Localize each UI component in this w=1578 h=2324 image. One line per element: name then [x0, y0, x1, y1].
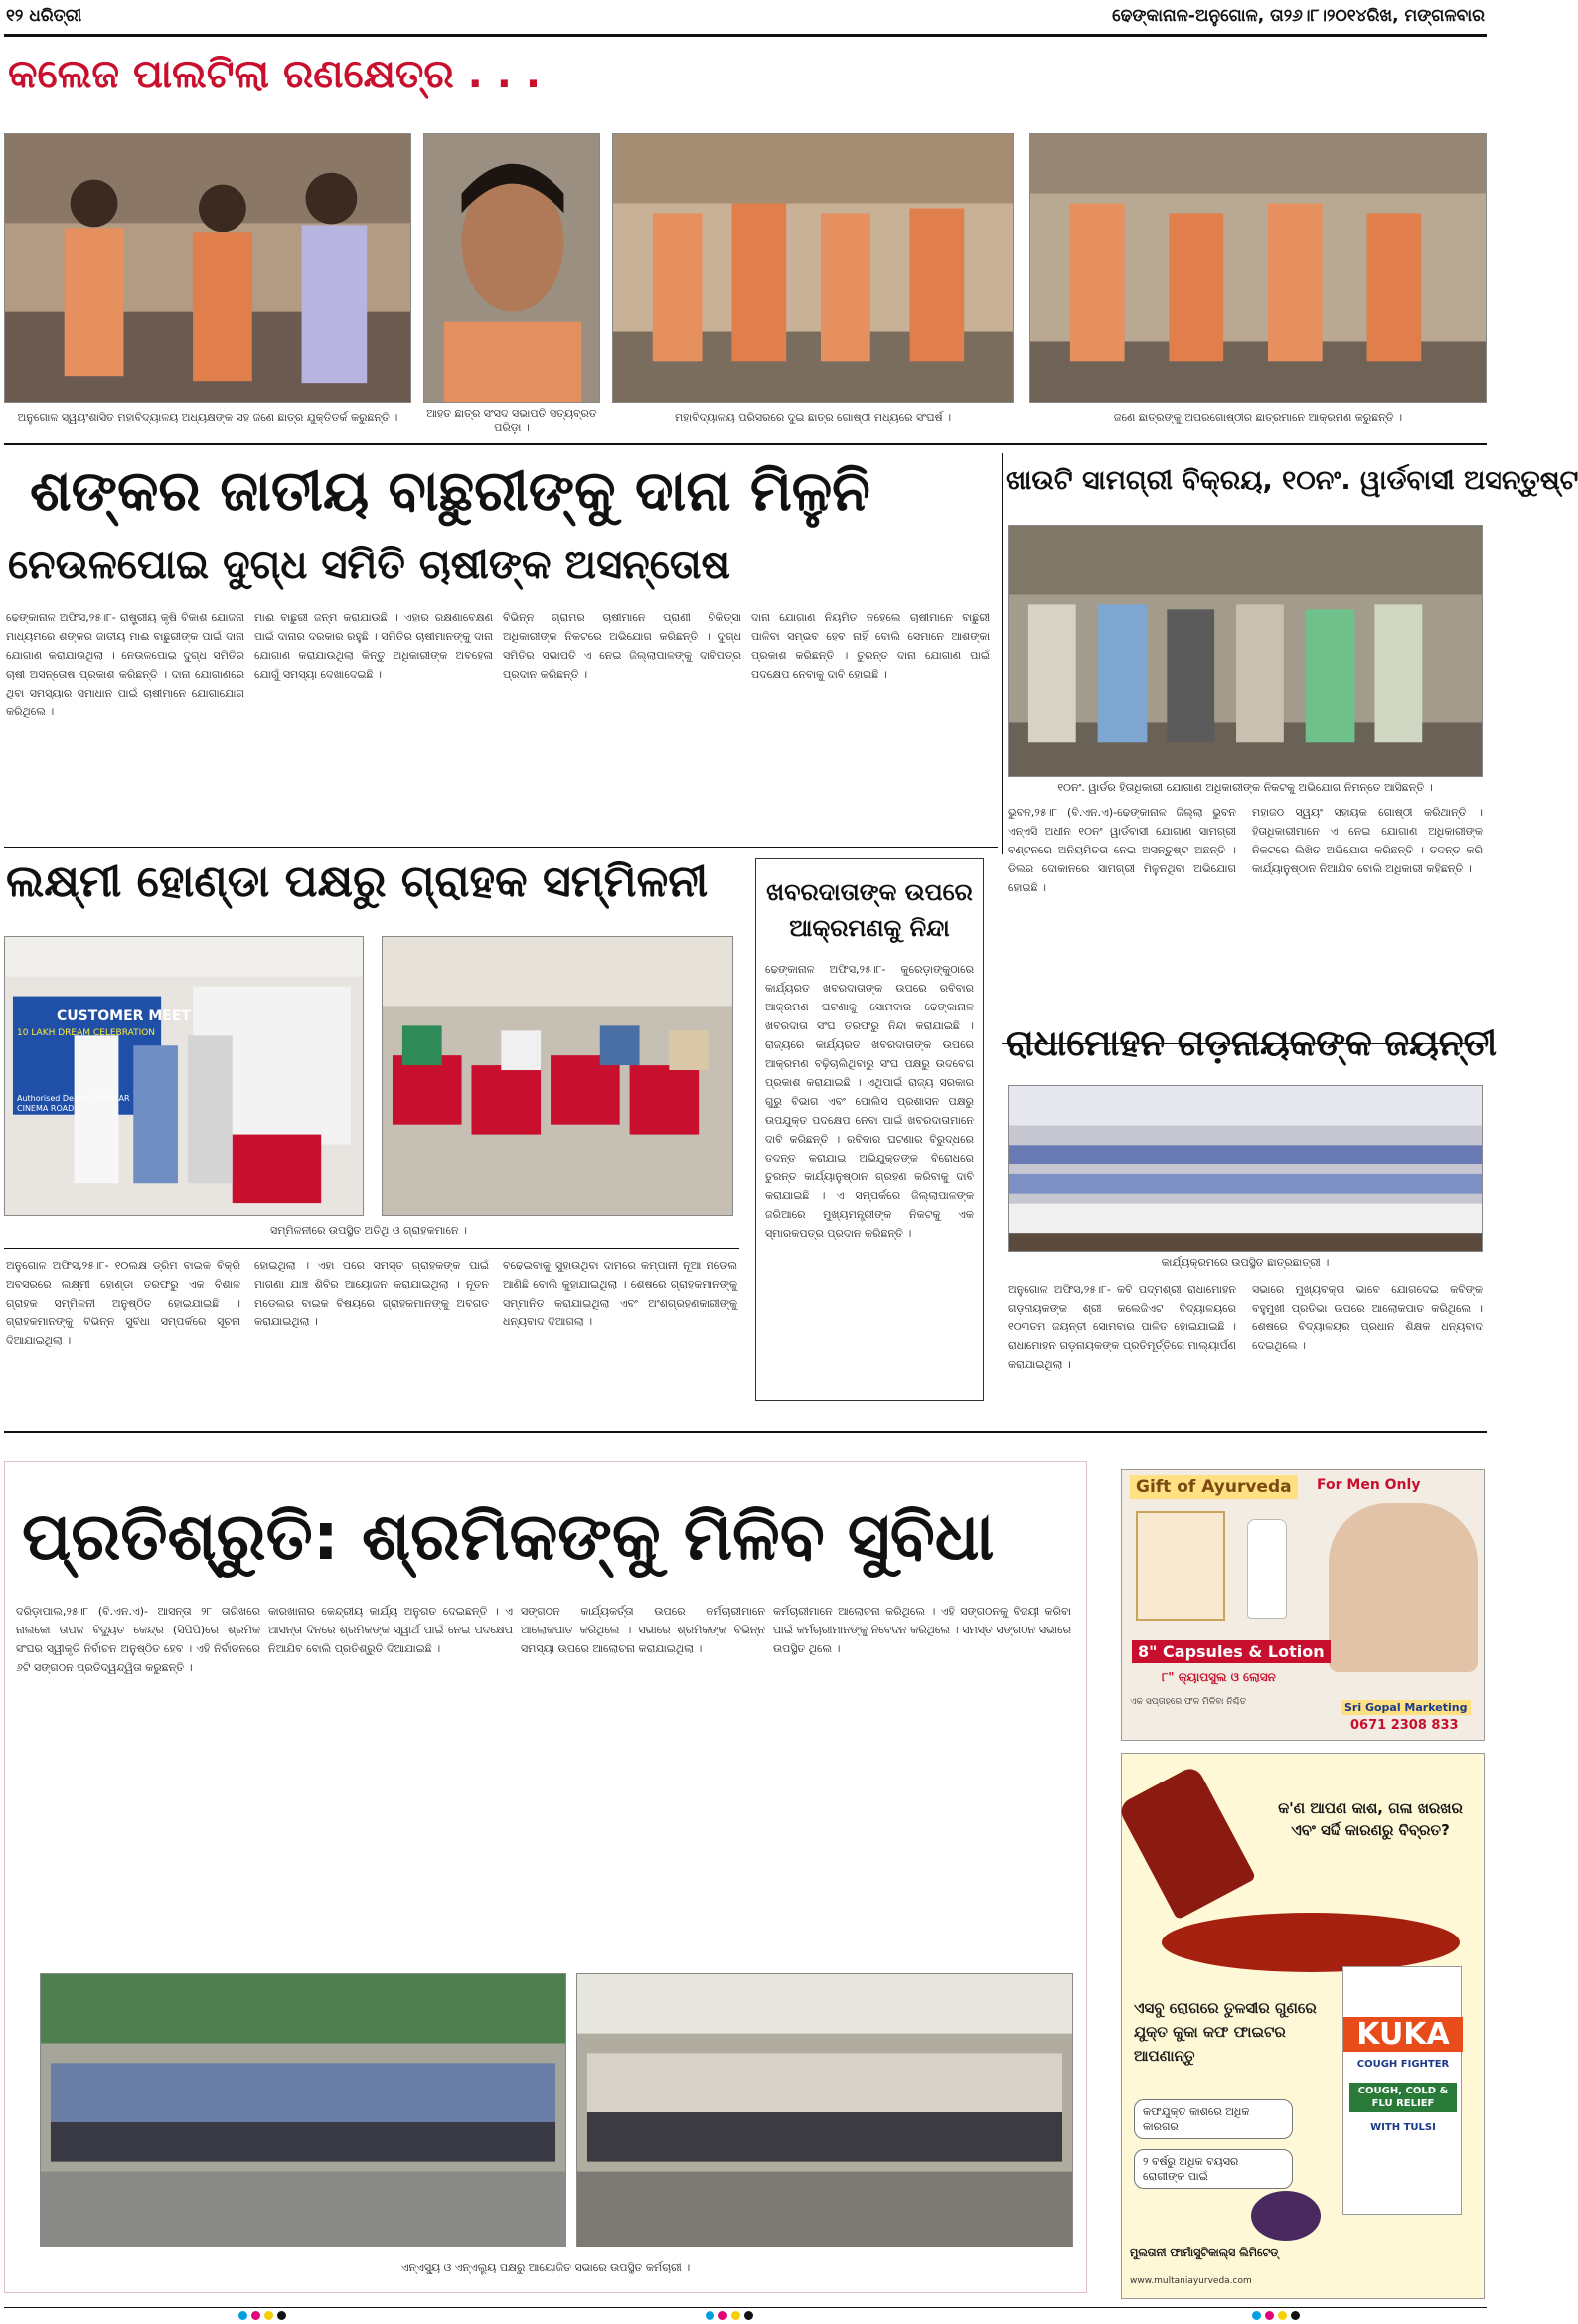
honda-col-3: ବଢେଇବାକୁ ସୁହାଉଥିବା ଦାମରେ କମ୍ପାନୀ ନୂଆ ମଡେଲ ଆଣିଛି ବୋଲି କୁହାଯାଇଥିଲା । ଶେଷରେ ଗ୍ରାହକମାନଙ୍କୁ ସମ୍ମାନିତ କରାଯାଇଥିଲା ଏବଂ ଅଂଶଗ୍ରହଣକାରୀଙ୍କୁ ଧନ୍ୟବାଦ ଦିଆଗଲା । — [503, 1259, 737, 1328]
kuka-footer: www.multaniayurveda.com — [1130, 2276, 1252, 2286]
ward-divider — [1002, 453, 1003, 854]
cyan-dot-icon — [238, 2311, 247, 2320]
headline-honda: ଲକ୍ଷ୍ମୀ ହୋଣ୍ଡା ପକ୍ଷରୁ ଗ୍ରାହକ ସମ୍ମିଳନୀ — [6, 856, 709, 907]
photo-college-2 — [423, 133, 600, 403]
registration-mark-icon-3 — [1252, 2311, 1312, 2321]
caption-labour: ଏନ୍ଏସ୍ୟୁ ଓ ଏନ୍ଏଲ୍ୟୁ ପକ୍ଷରୁ ଆୟୋଜିତ ସଭାରେ ଉପସ୍ଥିତ କର୍ମଚାରୀ । — [400, 2261, 691, 2274]
honda-dealer: Authorised Dealer SHANKAR CINEMA ROAD — [17, 1094, 130, 1113]
ad-kuka — [1121, 1753, 1485, 2299]
honda-banner-sub: 10 LAKH DREAM CELEBRATION — [17, 1028, 156, 1038]
yellow-dot-icon — [1278, 2311, 1287, 2320]
photo-college-3 — [612, 133, 1014, 403]
labour-col-4: କର୍ମଚାରୀମାନେ ଆଲୋଚନା କରିଥିଲେ । ଏହି ସଙ୍ଗଠନକୁ ବିଜୟୀ କରିବା ପାଇଁ କର୍ମଚାରୀମାନଙ୍କୁ ନିବେଦନ କରିଥିଲେ । ସମସ୍ତ ସଙ୍ଗଠନ ସଭାରେ ଉପସ୍ଥିତ ଥିଲେ । — [773, 1605, 1071, 1655]
photo-labour-1 — [40, 1973, 566, 2247]
photo-ward — [1008, 525, 1483, 777]
caption-ward: ୧୦ନଂ. ୱାର୍ଡର ହିତାଧିକାରୀ ଯୋଗାଣ ଅଧିକାରୀଙ୍କ ନିକଟକୁ ଅଭିଯୋଗ ନିମନ୍ତେ ଆସିଛନ୍ତି । — [1057, 781, 1433, 794]
headline-dana: ଶଙ୍କର ଜାତୀୟ ବାଛୁରୀଙ୍କୁ ଦାନା ମିଳୁନି — [30, 459, 870, 524]
yellow-dot-icon — [264, 2311, 273, 2320]
magenta-dot-icon — [1265, 2311, 1274, 2320]
kuka-spoon-icon — [1162, 1913, 1460, 1972]
labour-col-3: ସଙ୍ଗଠନ କାର୍ଯ୍ୟକର୍ତ୍ତା ଉପରେ କର୍ମଚାରୀମାନେ ଆଲୋକପାତ କରିଥିଲେ । ସଭାରେ ଶ୍ରମିକଙ୍କ ବିଭିନ୍ନ ସମସ୍ୟା ଉପରେ ଆଲୋଚନା କରାଯାଇଥିଲା । — [521, 1605, 765, 1655]
ayurveda-face-icon — [1329, 1503, 1478, 1672]
kicker-title: କଲେଜ ପାଲଟିଲା ରଣକ୍ଷେତ୍ର . . . — [8, 52, 542, 97]
headline-labour: ପ୍ରତିଶ୍ରୁତି: ଶ୍ରମିକଙ୍କୁ ମିଳିବ ସୁବିଧା — [22, 1498, 995, 1575]
ayurveda-marketer: Sri Gopal Marketing — [1341, 1700, 1471, 1715]
section-rule-1 — [4, 443, 1487, 445]
dateline: ଢେଙ୍କାନାଳ-ଅନୁଗୋଳ, ତା୨୬।୮।୨୦୧୪ରିଖ, ମଙ୍ଗଳବାର — [1112, 6, 1485, 26]
photo-honda-2 — [382, 936, 733, 1216]
ayurveda-box-icon — [1136, 1511, 1225, 1621]
labour-col-1: ଦରିଡ଼ାପାଲ,୨୫।୮ (ବି.ଏନ.ଏ)- ଆସନ୍ତା ୨୮ ତାରିଖରେ ନାଲକୋ ତାପଜ ବିଦ୍ୟୁତ କେନ୍ଦ୍ର (ସିପିପି)ରେ ଶ୍ରମିକ ସଂଘର ସ୍ୱୀକୃତି ନିର୍ବାଚନ ଅନୁଷ୍ଠିତ ହେବ । ଏହି ନିର୍ବାଚନରେ ୬ଟି ସଙ୍ଗଠନ ପ୍ରତିଦ୍ୱନ୍ଦ୍ୱିତା କରୁଛନ୍ତି । — [16, 1605, 260, 1674]
ward-col-2: ମହାଜଠ ସ୍ୱୟଂ ସହାୟକ ଗୋଷ୍ଠୀ କରିଥାନ୍ତି । ହିତାଧିକାରୀମାନେ ଏ ନେଇ ଯୋଗାଣ ଅଧିକାରୀଙ୍କ ନିକଟରେ ଲିଖିତ ଅଭିଯୋଗ କରିଛନ୍ତି । ତଦନ୍ତ କରି କାର୍ଯ୍ୟାନୁଷ୍ଠାନ ନିଆଯିବ ବୋଲି ଅଧିକାରୀ କହିଛନ୍ତି । — [1252, 806, 1483, 875]
kuka-bullet-1: କଫଯୁକ୍ତ କାଶରେ ଅଧିକ କାରଗର — [1134, 2099, 1293, 2139]
ayurveda-bottle-icon — [1247, 1519, 1287, 1619]
photo-college-1 — [4, 133, 411, 403]
section-rule-2 — [4, 847, 998, 848]
black-dot-icon — [1291, 2311, 1300, 2320]
dana-col-2: ମାଈ ବାଛୁରୀ ଜନ୍ମ କରାଯାଉଛି । ଏହାର ରକ୍ଷଣାବେକ୍ଷଣ ପାଇଁ ଦାନାର ଦରକାର ରହୁଛି । ସମିତିର ଚାଷୀମାନଙ୍କୁ ଦାନା ଯୋଗାଣ କରାଯାଉଥିଲା କିନ୍ତୁ ଅଧିକାରୀଙ୍କ ଅବହେଳା ଯୋଗୁଁ ସମସ୍ୟା ଦେଖାଦେଇଛି । — [254, 611, 493, 681]
ayurveda-product-or: ୮" କ୍ୟାପସୁଲ ଓ ଲୋସନ — [1162, 1670, 1276, 1684]
kuka-pitch: ଏସବୁ ରୋଗରେ ତୁଳସୀର ଗୁଣରେ ଯୁକ୍ତ କୁକା କଫ ଫାଇଟର ଆପଣାନ୍ତୁ — [1134, 1999, 1317, 2065]
photo-jayanti — [1008, 1085, 1483, 1252]
dana-col-4: ଦାନା ଯୋଗାଣ ନିୟମିତ ନହେଲେ ଚାଷୀମାନେ ବାଛୁରୀ ପାଳିବା ସମ୍ଭବ ହେବ ନାହିଁ ବୋଲି ସେମାନେ ଆଶଙ୍କା ପ୍ରକାଶ କରିଛନ୍ତି । ତୁରନ୍ତ ଦାନା ଯୋଗାଣ ପାଇଁ ପଦକ୍ଷେପ ନେବାକୁ ଦାବି ହୋଇଛି । — [751, 611, 990, 681]
magenta-dot-icon — [251, 2311, 260, 2320]
ayurveda-note: ଏକ ସପ୍ତାହରେ ଫଳ ମିଳିବା ନିଶ୍ଚିତ — [1130, 1697, 1247, 1707]
ayurveda-product: 8" Capsules & Lotion — [1132, 1640, 1331, 1663]
ayurveda-title: Gift of Ayurveda — [1130, 1475, 1298, 1499]
section-rule-3 — [4, 1431, 1487, 1433]
ad-ayurveda — [1121, 1469, 1485, 1741]
kuka-company: ମୁଲତାନୀ ଫାର୍ମାସୁଟିକାଲ୍ସ ଲିମିଟେଡ୍ — [1130, 2247, 1279, 2259]
header-rule — [4, 34, 1487, 37]
caption-college-4: ଜଣେ ଛାତ୍ରଙ୍କୁ ଅପରଗୋଷ୍ଠୀର ଛାତ୍ରମାନେ ଆକ୍ରମଣ କରୁଛନ୍ତି । — [1113, 411, 1403, 424]
caption-college-3: ମହାବିଦ୍ୟାଳୟ ପରିସରରେ ଦୁଇ ଛାତ୍ର ଗୋଷ୍ଠୀ ମଧ୍ୟରେ ସଂଘର୍ଷ । — [674, 411, 952, 424]
kuka-question: କ'ଣ ଆପଣ କାଶ, ଗଳା ଖରଖର ଏବଂ ସର୍ଦ୍ଦି କାରଣରୁ ବିବ୍ରତ? — [1278, 1799, 1463, 1839]
cyan-dot-icon — [706, 2311, 714, 2320]
dana-col-3: ବିଭିନ୍ନ ଗ୍ରାମର ଚାଷୀମାନେ ପ୍ରାଣୀ ଚିକିତ୍ସା ଅଧିକାରୀଙ୍କ ନିକଟରେ ଅଭିଯୋଗ କରିଛନ୍ତି । ଦୁଗ୍ଧ ସମିତିର ସଭାପତି ଏ ନେଇ ଜିଲ୍ଲାପାଳଙ୍କୁ ଦାବିପତ୍ର ପ୍ରଦାନ କରିଛନ୍ତି । — [503, 611, 741, 681]
photo-labour-2 — [576, 1973, 1073, 2247]
attack-body: ଢେଙ୍କାନାଳ ଅଫିସ,୨୫।୮- କୁରେଡ଼ାଙ୍କୁଠାରେ କାର୍ଯ୍ୟରତ ଖବରଦାତାଙ୍କ ଉପରେ ରବିବାର ଆକ୍ରମଣ ଘଟଣାକୁ ସୋମବାର ଢେଙ୍କାନାଳ ଖବରଦାତା ସଂଘ ତରଫରୁ ନିନ୍ଦା କରାଯାଇଛି । ରାଜ୍ୟରେ କାର୍ଯ୍ୟରତ ଖବରଦାତାଙ୍କ ଉପରେ ଆକ୍ରମଣ ବଢ଼ିଚାଲିଥିବାରୁ ସଂଘ ପକ୍ଷରୁ ଉଦବେଗ ପ୍ରକାଶ କରାଯାଇଛି । ଏଥିପାଇଁ ରାଜ୍ୟ ସରକାର ଗୁରୁ ବିଭାଗ ଏବଂ ପୋଲିସ ପ୍ରଶାସନ ପକ୍ଷରୁ ଉପଯୁକ୍ତ ପଦକ୍ଷେପ ନେବା ପାଇଁ ଖବରଦାତାମାନେ ଦାବି କରିଛନ୍ତି । ରବିବାର ଘଟଣାର ବିରୁଦ୍ଧରେ ତଦନ୍ତ କରାଯାଇ ଅଭିଯୁକ୍ତଙ୍କ ବିରୋଧରେ ତୁରନ୍ତ କାର୍ଯ୍ୟାନୁଷ୍ଠାନ ଗ୍ରହଣ କରିବାକୁ ଦାବି କରାଯାଇଛି । ଏ ସମ୍ପର୍କରେ ଜିଲ୍ଲାପାଳଙ୍କ ଜରିଆରେ ମୁଖ୍ୟମନ୍ତ୍ରୀଙ୍କ ନିକଟକୁ ଏକ ସ୍ମାରକପତ୍ର ପ୍ରଦାନ କରିଛନ୍ତି । — [765, 963, 974, 1240]
honda-rule — [4, 1248, 739, 1249]
headline-ward: ଖାଉଟି ସାମଗ୍ରୀ ବିକ୍ରୟ, ୧୦ନଂ. ୱାର୍ଡବାସୀ ଅସନ୍ତୁଷ୍ଟ — [1006, 465, 1578, 496]
kuka-leaf-icon — [1251, 2191, 1321, 2241]
headline-jayanti: ରାଧାମୋହନ ଗଡ଼ନାୟକଙ୍କ ଜୟନ୍ତୀ — [1006, 1023, 1498, 1064]
honda-col-2: ହୋଇଥିଲା । ଏହା ପରେ ସମସ୍ତ ଗ୍ରାହକଙ୍କ ପାଇଁ ମାଗଣା ଯାଞ୍ଚ ଶିବିର ଆୟୋଜନ କରାଯାଇଥିଲା । ନୂତନ ମଡେଲର ବାଇକ ବିଷୟରେ ଗ୍ରାହକମାନଙ୍କୁ ଅବଗତ କରାଯାଇଥିଲା । — [254, 1259, 489, 1328]
subhead-dana: ନେଉଳପୋଇ ଦୁଗ୍ଧ ସମିତି ଚାଷୀଙ୍କ ଅସନ୍ତୋଷ — [8, 542, 731, 588]
kuka-bottle-icon — [1117, 1764, 1256, 1920]
ayurveda-phone: 0671 2308 833 — [1350, 1718, 1459, 1733]
kuka-brand: KUKA — [1343, 2017, 1463, 2052]
photo-honda-1 — [4, 936, 364, 1216]
dana-col-1: ଢେଙ୍କାନାଳ ଅଫିସ,୨୫।୮- ରାଷ୍ଟ୍ରୀୟ କୃଷି ବିକାଶ ଯୋଜନା ମାଧ୍ୟମରେ ଶଙ୍କର ଜାତୀୟ ମାଈ ବାଛୁରୀଙ୍କ ପାଇଁ ଦାନା ଯୋଗାଣ କରାଯାଉଥିଲା । ନେଉଳପୋଇ ଦୁଗ୍ଧ ସମିତିର ଚାଷୀ ଅସନ୍ତୋଷ ପ୍ରକାଶ କରିଛନ୍ତି । ଦାନା ଯୋଗାଣରେ ଥିବା ସମସ୍ୟାର ସମାଧାନ ପାଇଁ ଚାଷୀମାନେ ଯୋଗାଯୋଗ କରିଥିଲେ । — [6, 611, 244, 718]
registration-mark-icon — [238, 2311, 298, 2321]
kuka-box — [1342, 1966, 1462, 2215]
kuka-brand-sub: COUGH FIGHTER — [1356, 2059, 1450, 2070]
yellow-dot-icon — [731, 2311, 740, 2320]
caption-college-2: ଆହତ ଛାତ୍ର ସଂସଦ ସଭାପତି ସତ୍ୟବ୍ରତ ପରିଡ଼ା । — [426, 407, 597, 434]
kuka-with: WITH TULSI — [1370, 2122, 1436, 2133]
caption-jayanti: କାର୍ଯ୍ୟକ୍ରମରେ ଉପସ୍ଥିତ ଛାତ୍ରଛାତ୍ରୀ । — [1161, 1256, 1330, 1269]
honda-banner-text: CUSTOMER MEET — [57, 1008, 191, 1024]
black-dot-icon — [277, 2311, 286, 2320]
photo-college-4 — [1029, 133, 1487, 403]
kuka-bullet-2: ୨ ବର୍ଷରୁ ଅଧିକ ବୟସର ରୋଗୀଙ୍କ ପାଇଁ — [1134, 2149, 1293, 2189]
registration-mark-icon-2 — [706, 2311, 765, 2321]
jayanti-col-2: ସଭାରେ ମୁଖ୍ୟବକ୍ତା ଭାବେ ଯୋଗଦେଇ କବିଙ୍କ ବହୁମୁଖୀ ପ୍ରତିଭା ଉପରେ ଆଲୋକପାତ କରିଥିଲେ । ଶେଷରେ ବିଦ୍ୟାଳୟର ପ୍ରଧାନ ଶିକ୍ଷକ ଧନ୍ୟବାଦ ଦେଇଥିଲେ । — [1252, 1283, 1483, 1352]
caption-honda: ସମ୍ମିଳନୀରେ ଉପସ୍ଥିତ ଅତିଥି ଓ ଗ୍ରାହକମାନେ । — [270, 1224, 467, 1237]
ward-col-1: ଭୁବନ,୨୫।୮ (ବି.ଏନ.ଏ)-ଢେଙ୍କାନାଳ ଜିଲ୍ଲା ଭୁବନ ଏନ୍ଏସି ଅଧୀନ ୧୦ନଂ ୱାର୍ଡବାସୀ ଯୋଗାଣ ସାମଗ୍ରୀ ବଣ୍ଟନରେ ଅନିୟମିତତା ନେଇ ଅସନ୍ତୁଷ୍ଟ ଅଛନ୍ତି । ଡିଲର ଦୋକାନରେ ସାମଗ୍ରୀ ମିଳୁନଥିବା ଅଭିଯୋଗ ହୋଇଛି । — [1008, 806, 1236, 894]
cyan-dot-icon — [1252, 2311, 1261, 2320]
kuka-brand-line: COUGH, COLD & FLU RELIEF — [1349, 2083, 1457, 2112]
caption-college-1: ଅନୁଗୋଳ ସ୍ୱୟଂଶାସିତ ମହାବିଦ୍ୟାଳୟ ଅଧ୍ୟକ୍ଷଙ୍କ ସହ ଜଣେ ଛାତ୍ର ଯୁକ୍ତିତର୍କ କରୁଛନ୍ତି । — [17, 411, 398, 424]
headline-attack: ଖବରଦାତାଙ୍କ ଉପରେ ଆକ୍ରମଣକୁ ନିନ୍ଦା — [766, 878, 973, 942]
page-number: ୧୨ ଧରିତ୍ରୀ — [6, 6, 82, 26]
ayurveda-tag: For Men Only — [1317, 1477, 1421, 1493]
honda-col-1: ଅନୁଗୋଳ ଅଫିସ,୨୫।୮- ୧୦ଲକ୍ଷ ଡ୍ରିମ ବାଇକ ବିକ୍ରି ଅବସରରେ ଲକ୍ଷ୍ମୀ ହୋଣ୍ଡା ତରଫରୁ ଏକ ବିଶାଳ ଗ୍ରାହକ ସମ୍ମିଳନୀ ଅନୁଷ୍ଠିତ ହୋଇଯାଇଛି । ଗ୍ରାହକମାନଙ୍କୁ ବିଭିନ୍ନ ସୁବିଧା ସମ୍ପର୍କରେ ସୂଚନା ଦିଆଯାଇଥିଲା । — [6, 1259, 240, 1347]
black-dot-icon — [744, 2311, 753, 2320]
magenta-dot-icon — [718, 2311, 727, 2320]
footer-rule — [4, 2307, 1487, 2308]
jayanti-col-1: ଅନୁଗୋଳ ଅଫିସ,୨୫।୮- କବି ପଦ୍ମଶ୍ରୀ ରାଧାମୋହନ ଗଡ଼ନାୟକଙ୍କ ଶ୍ରୀ କଲେଜିଏଟ ବିଦ୍ୟାଳୟରେ ୧୦୩ତମ ଜୟନ୍ତୀ ସୋମବାର ପାଳିତ ହୋଇଯାଇଛି । ରାଧାମୋହନ ଗଡ଼ନାୟକଙ୍କ ପ୍ରତିମୂର୍ତ୍ତିରେ ମାଲ୍ୟାର୍ପଣ କରାଯାଇଥିଲା । — [1008, 1283, 1236, 1371]
labour-col-2: କାରଖାନାର କେନ୍ଦ୍ରୀୟ କାର୍ଯ୍ୟ ଅନୁଗତ ଦେଇଛନ୍ତି । ଏ ଆସନ୍ତା ଦିନରେ ଶ୍ରମିକଙ୍କ ସ୍ୱାର୍ଥ ପାଇଁ ନେଇ ପଦକ୍ଷେପ ନିଆଯିବ ବୋଲି ପ୍ରତିଶ୍ରୁତି ଦିଆଯାଇଛି । — [268, 1605, 513, 1655]
